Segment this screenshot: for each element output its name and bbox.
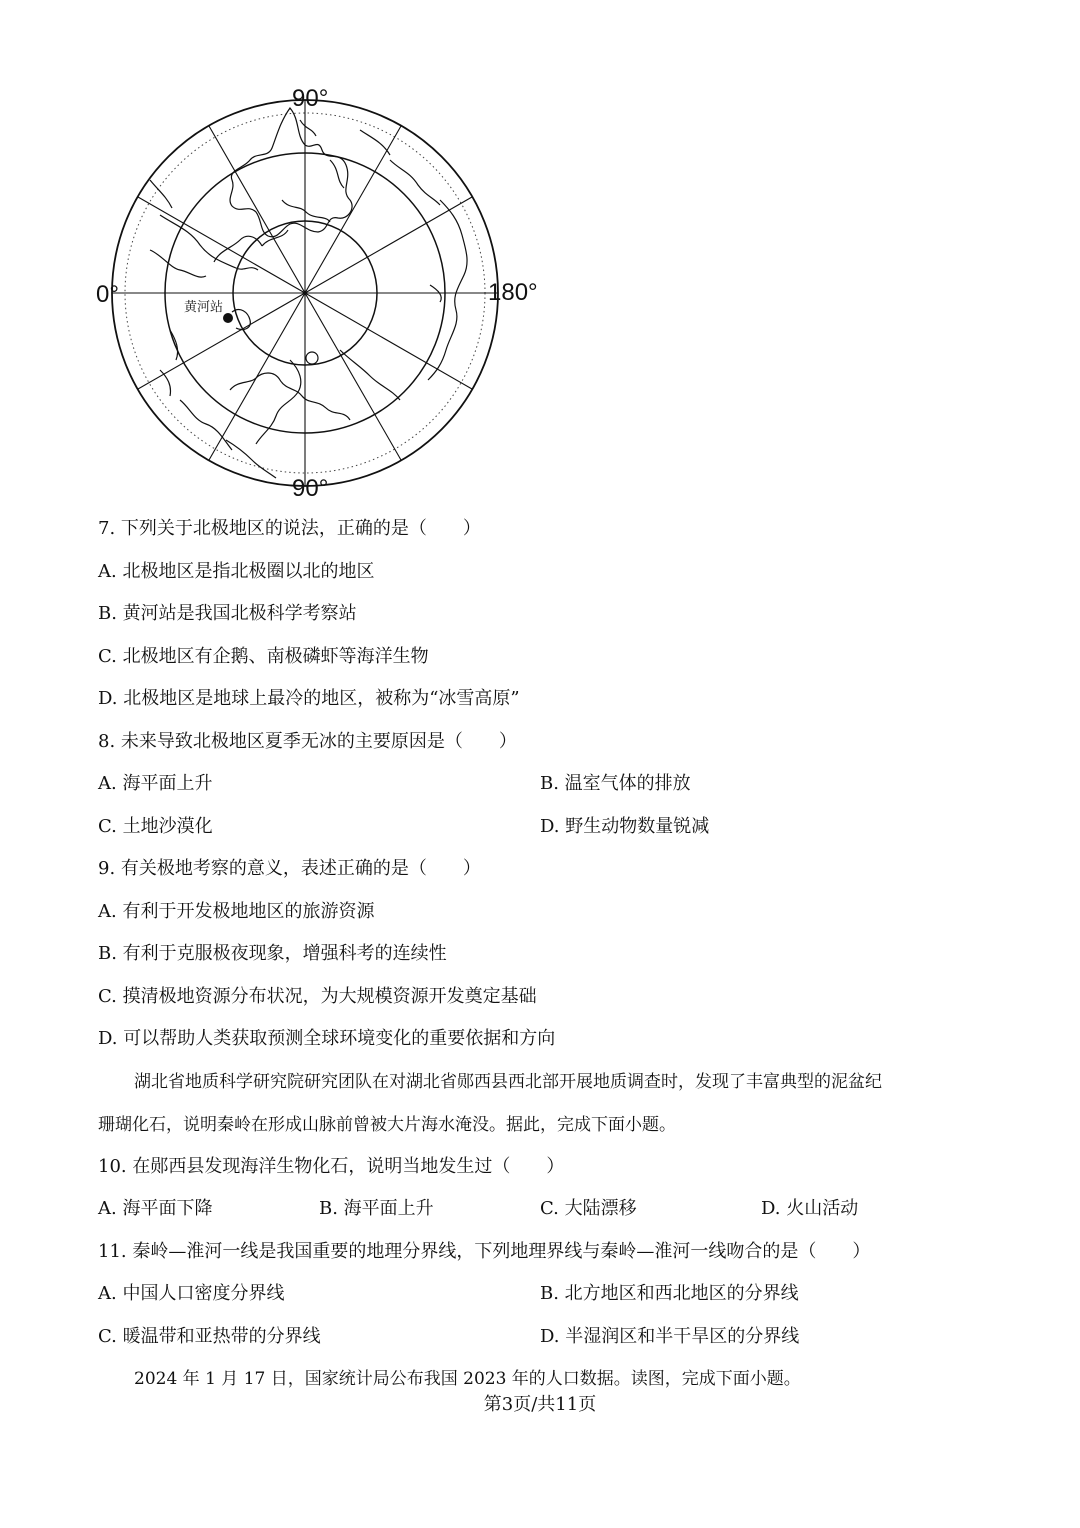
q11-option-d: D. 半湿润区和半干旱区的分界线: [540, 1326, 800, 1347]
next-section-intro: 2024 年 1 月 17 日，国家统计局公布我国 2023 年的人口数据。读图，完成下面小题。: [134, 1369, 801, 1389]
huanghe-station-marker: [223, 313, 233, 323]
q9-option-c: C. 摸清极地资源分布状况，为大规模资源开发奠定基础: [98, 986, 537, 1007]
q9-option-b: B. 有利于克服极夜现象，增强科考的连续性: [98, 943, 447, 964]
q10-option-a: A. 海平面下降: [98, 1198, 213, 1219]
q7-option-c: C. 北极地区有企鹅、南极磷虾等海洋生物: [98, 646, 429, 667]
label-180: 180°: [488, 279, 538, 306]
huanghe-station-label: 黄河站: [184, 300, 224, 315]
q8-option-c: C. 土地沙漠化: [98, 816, 213, 837]
label-0: 0°: [96, 281, 119, 308]
label-90-top: 90°: [292, 85, 329, 112]
q10-option-d: D. 火山活动: [761, 1198, 859, 1219]
q10-option-b: B. 海平面上升: [319, 1198, 434, 1219]
q7-option-a: A. 北极地区是指北极圈以北的地区: [98, 561, 375, 582]
q11-option-c: C. 暖温带和亚热带的分界线: [98, 1326, 321, 1347]
q9-option-a: A. 有利于开发极地地区的旅游资源: [98, 901, 375, 922]
q8-option-a: A. 海平面上升: [98, 773, 213, 794]
page-footer: 第3页/共11页: [483, 1394, 597, 1415]
arctic-polar-map: [88, 78, 558, 508]
q11-stem: 11. 秦岭—淮河一线是我国重要的地理分界线，下列地理界线与秦岭—淮河一线吻合的是（ ）: [98, 1241, 871, 1262]
q10-option-c: C. 大陆漂移: [540, 1198, 637, 1219]
q8-option-d: D. 野生动物数量锐减: [540, 816, 710, 837]
label-90-bottom: 90°: [292, 475, 329, 502]
q7-option-b: B. 黄河站是我国北极科学考察站: [98, 603, 357, 624]
q10-stem: 10. 在郧西县发现海洋生物化石，说明当地发生过（ ）: [98, 1156, 565, 1177]
q9-option-d: D. 可以帮助人类获取预测全球环境变化的重要依据和方向: [98, 1028, 556, 1049]
q11-option-b: B. 北方地区和西北地区的分界线: [540, 1283, 799, 1304]
passage-line-2: 珊瑚化石，说明秦岭在形成山脉前曾被大片海水淹没。据此，完成下面小题。: [98, 1115, 676, 1135]
q7-stem: 7. 下列关于北极地区的说法，正确的是（ ）: [98, 518, 481, 539]
q8-stem: 8. 未来导致北极地区夏季无冰的主要原因是（ ）: [98, 731, 517, 752]
q8-option-b: B. 温室气体的排放: [540, 773, 691, 794]
q9-stem: 9. 有关极地考察的意义，表述正确的是（ ）: [98, 858, 481, 879]
q7-option-d: D. 北极地区是地球上最冷的地区，被称为“冰雪高原”: [98, 688, 520, 709]
q11-option-a: A. 中国人口密度分界线: [98, 1283, 285, 1304]
passage-line-1: 湖北省地质科学研究院研究团队在对湖北省郧西县西北部开展地质调查时，发现了丰富典型的泥盆纪: [134, 1072, 882, 1092]
